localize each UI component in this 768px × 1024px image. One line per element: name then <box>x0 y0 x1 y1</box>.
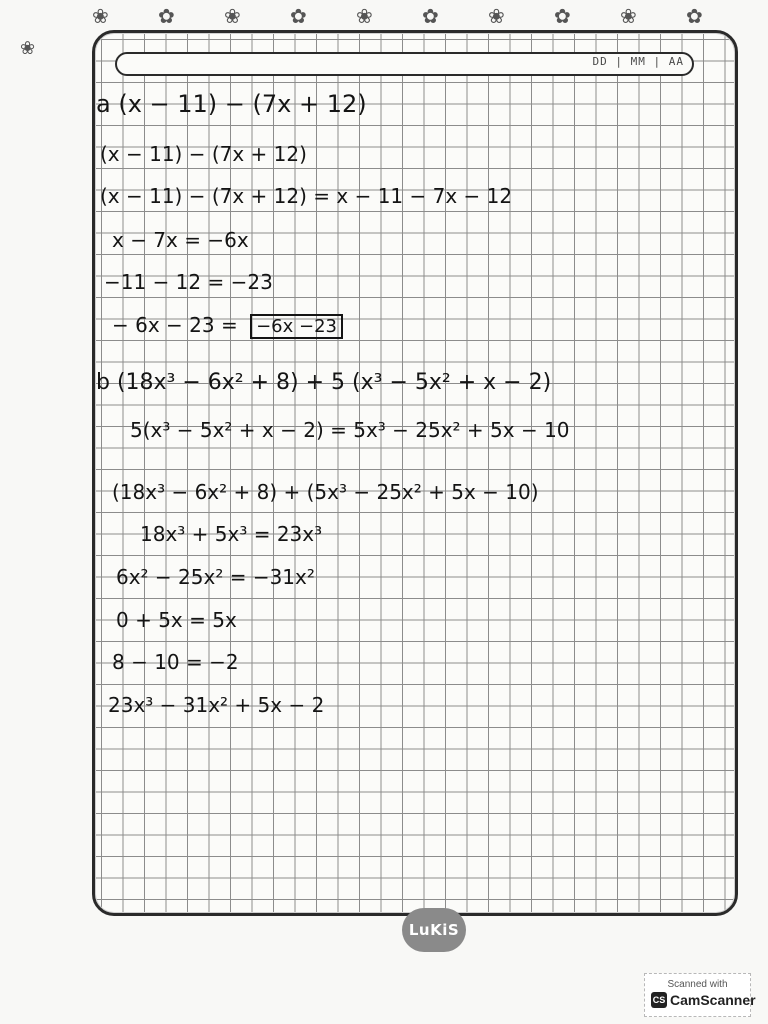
brand-logo <box>402 908 466 952</box>
exercise-a-step: − 6x − 23 = <box>112 313 238 337</box>
bow-doodle-icon: ❀ <box>356 4 373 28</box>
bow-doodle-icon: ✿ <box>290 4 307 28</box>
scanner-brand <box>651 992 756 1008</box>
exercise-a-result-row <box>112 313 343 339</box>
scanner-brand-name: CamScanner <box>670 992 756 1008</box>
camscanner-icon: CS <box>651 992 667 1008</box>
exercise-a-answer: −6x −23 <box>250 314 343 339</box>
logo-text: LuKiS <box>408 921 460 939</box>
date-label: DD | MM | AA <box>592 55 684 68</box>
bow-doodle-icon: ❀ <box>224 4 241 28</box>
date-header-bar <box>115 52 694 76</box>
bow-doodle-icon: ✿ <box>686 4 703 28</box>
exercise-b-statement: b (18x³ − 6x² + 8) + 5 (x³ − 5x² + x − 2) <box>96 370 552 395</box>
bow-doodle-icon: ❀ <box>488 4 505 28</box>
exercise-b-step: 18x³ + 5x³ = 23x³ <box>140 522 323 546</box>
margin-doodle-icon: ❀ <box>20 38 36 59</box>
bow-doodle-icon: ✿ <box>554 4 571 28</box>
bow-doodle-icon: ❀ <box>92 4 109 28</box>
camscanner-watermark <box>644 973 756 1017</box>
exercise-b-final-answer: 23x³ − 31x² + 5x − 2 <box>108 693 325 717</box>
exercise-a-step: x − 7x = −6x <box>112 228 249 252</box>
bow-doodle-icon: ✿ <box>158 4 175 28</box>
scanner-caption: Scanned with <box>667 979 728 990</box>
exercise-a-statement: a (x − 11) − (7x + 12) <box>96 90 367 118</box>
exercise-b-step: 8 − 10 = −2 <box>112 650 239 674</box>
exercise-b-step: 0 + 5x = 5x <box>116 608 237 632</box>
exercise-b-step: 6x² − 25x² = −31x² <box>116 565 315 589</box>
bow-doodle-icon: ✿ <box>422 4 439 28</box>
exercise-a-step: (x − 11) − (7x + 12) <box>100 142 307 166</box>
exercise-a-step: (x − 11) − (7x + 12) = x − 11 − 7x − 12 <box>100 184 513 208</box>
exercise-b-step: 5(x³ − 5x² + x − 2) = 5x³ − 25x² + 5x − 10 <box>130 418 570 442</box>
exercise-b-step: (18x³ − 6x² + 8) + (5x³ − 25x² + 5x − 10) <box>112 480 539 504</box>
bow-doodle-icon: ❀ <box>620 4 637 28</box>
exercise-a-step: −11 − 12 = −23 <box>104 270 273 294</box>
